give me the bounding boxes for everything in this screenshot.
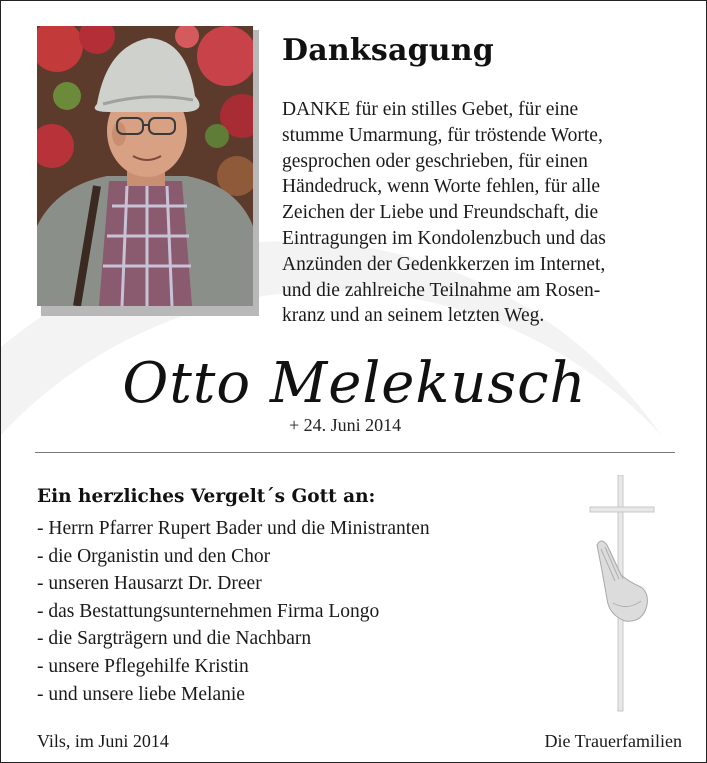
list-item: - das Bestattungsunternehmen Firma Longo [37,600,380,622]
list-item: - Herrn Pfarrer Rupert Bader und die Ministranten [37,518,430,539]
thanks-line: Eintragungen im Kondolenzbuch und das [282,227,606,249]
signature: Die Trauerfamilien [544,731,682,751]
list-item: - unsere Pflegehilfe Kristin [37,655,249,677]
thanks-line: Anzünden der Gedenkkerzen im Internet, [282,253,606,275]
list-item: - die Organistin und den Chor [37,545,271,567]
gratitude-heading: Ein herzliches Vergelt´s Gott an: [37,486,376,507]
thanks-line: gesprochen oder geschrieben, für einen [282,150,588,172]
notice-title: Danksagung [282,33,494,68]
thanks-line: Händedruck, wenn Worte fehlen, für alle [282,176,601,198]
gratitude-list [37,515,430,708]
place-date: Vils, im Juni 2014 [37,731,169,751]
thanks-line: DANKE für ein stilles Gebet, für eine [282,99,579,120]
thanks-line: und die zahlreiche Teilnahme am Rosen- [282,279,601,301]
list-item: - und unsere liebe Melanie [37,683,245,705]
list-item: - die Sargträgern und die Nachbarn [37,628,312,650]
death-date: + 24. Juni 2014 [289,415,402,435]
divider-line [35,452,675,453]
list-item: - unseren Hausarzt Dr. Dreer [37,573,262,595]
cross-with-praying-hands-icon [587,475,657,715]
thanks-line: stumme Umarmung, für tröstende Worte, [282,124,603,146]
portrait-photo [37,26,253,306]
deceased-name: Otto Melekusch [122,351,587,416]
thanks-text [282,97,687,329]
thanks-line: kranz und an seinem letzten Weg. [282,305,545,327]
thanks-line: Zeichen der Liebe und Freundschaft, die [282,202,599,224]
portrait-image [37,26,253,306]
